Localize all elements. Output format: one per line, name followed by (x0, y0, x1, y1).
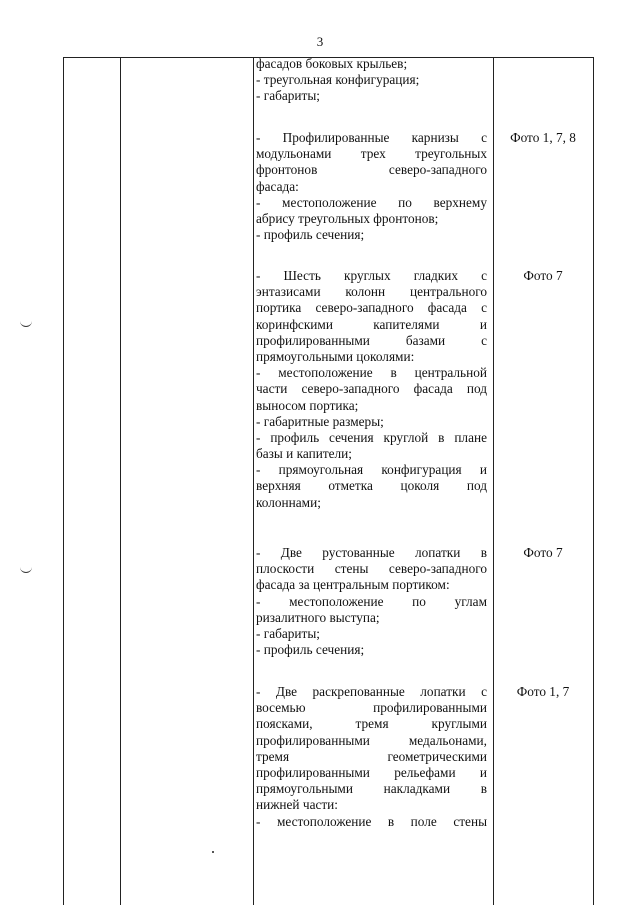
column-divider (253, 58, 254, 905)
column-divider (120, 58, 121, 905)
description-line: прямоугольными накладками в (256, 781, 487, 797)
description-line: плоскости стены северо-западного (256, 561, 487, 577)
description-block (256, 545, 487, 658)
description-line: - профиль сечения круглой в плане (256, 429, 487, 445)
description-column (256, 0, 487, 905)
description-line: модульонами трех треугольных (256, 146, 487, 162)
description-line: - профиль сечения; (256, 642, 365, 658)
description-line: ризалитного выступа; (256, 609, 380, 625)
description-line: - габариты; (256, 88, 320, 104)
description-line: - профиль сечения; (256, 227, 365, 243)
description-line: портика северо-западного фасада с (256, 300, 487, 316)
margin-mark (20, 566, 32, 573)
description-line: восемью профилированными (256, 700, 487, 716)
photo-reference: Фото 1, 7 (516, 684, 570, 699)
description-line: абрису треугольных фронтонов; (256, 210, 439, 226)
description-line: фасадов боковых крыльев; (256, 56, 408, 71)
description-line: - Две рустованные лопатки в (256, 545, 487, 560)
description-line: - Две раскрепованные лопатки с (256, 684, 487, 699)
description-line: - прямоугольная конфигурация и (256, 462, 487, 478)
photo-reference: Фото 7 (523, 268, 563, 283)
description-line: - местоположение в поле стены (256, 813, 487, 829)
description-line: прямоугольными цоколями: (256, 348, 415, 364)
description-line: верхняя отметка цоколя под (256, 478, 487, 494)
description-block (256, 268, 487, 511)
photo-reference: Фото 7 (523, 545, 563, 560)
description-line: фасада за центральным портиком: (256, 577, 450, 593)
description-line: тремя геометрическими (256, 748, 487, 764)
description-line: фронтонов северо-западного (256, 162, 487, 178)
description-line: - Профилированные карнизы с (256, 130, 487, 145)
description-line: - местоположение по верхнему (256, 194, 487, 210)
description-block (256, 56, 487, 105)
description-line: - местоположение по углам (256, 593, 487, 609)
description-block (256, 130, 487, 243)
page-number: 3 (316, 34, 324, 49)
description-line: поясками, тремя круглыми (256, 716, 487, 732)
description-line: выносом портика; (256, 397, 359, 413)
description-block (256, 684, 487, 830)
margin-mark (20, 320, 32, 327)
column-divider (493, 58, 494, 905)
description-line: коринфскими капителями и (256, 316, 487, 332)
description-line: - Шесть круглых гладких с (256, 268, 487, 283)
description-line: - треугольная конфигурация; (256, 72, 420, 88)
description-line: базы и капители; (256, 446, 352, 462)
description-line: нижней части: (256, 797, 338, 813)
description-line: фасада: (256, 178, 299, 194)
description-line: энтазисами колонн центрального (256, 284, 487, 300)
description-line: профилированными медальонами, (256, 732, 487, 748)
description-line: колоннами; (256, 494, 321, 510)
photo-reference: Фото 1, 7, 8 (510, 130, 576, 145)
description-line: профилированными рельефами и (256, 764, 487, 780)
description-line: - габаритные размеры; (256, 413, 384, 429)
description-line: профилированными базами с (256, 332, 487, 348)
description-line: - местоположение в центральной (256, 365, 487, 381)
description-line: - габариты; (256, 625, 320, 641)
description-line: части северо-западного фасада под (256, 381, 487, 397)
